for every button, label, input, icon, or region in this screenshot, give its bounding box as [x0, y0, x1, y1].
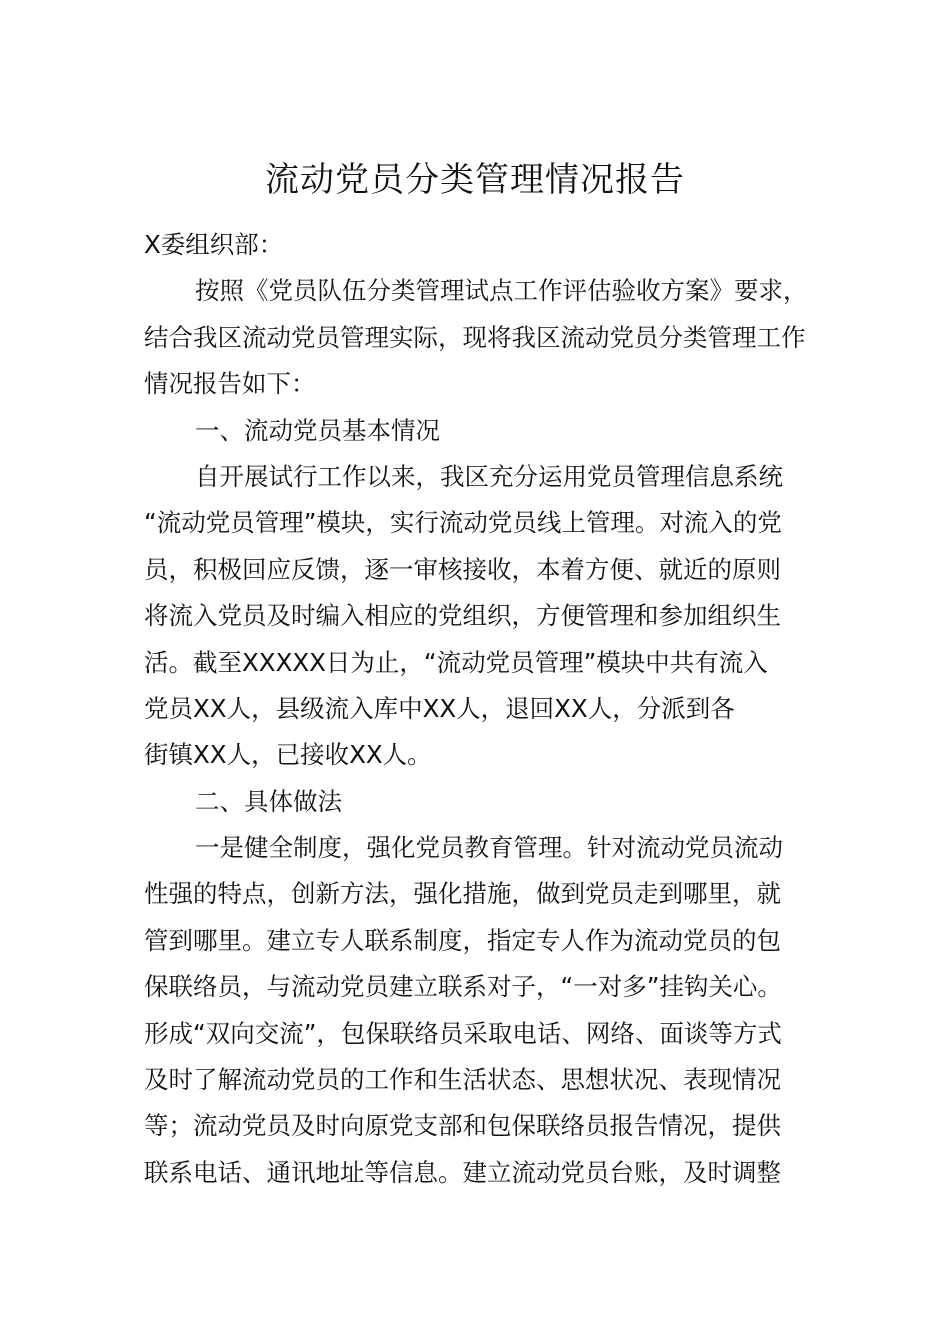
section-heading: 一、流动党员基本情况: [195, 415, 440, 445]
paragraph-line: 党员XX人，县级流入库中XX人，退回XX人，分派到各: [144, 693, 735, 723]
paragraph-line: 联系电话、通讯地址等信息。建立流动党员台账，及时调整: [144, 1157, 781, 1187]
paragraph-line: 街镇XX人，已接收XX人。: [144, 740, 432, 770]
paragraph-line: 情况报告如下：: [144, 369, 316, 399]
paragraph-line: 活。截至XXXXX日为止，“流动党员管理”模块中共有流入: [144, 647, 768, 677]
paragraph-line: “流动党员管理”模块，实行流动党员线上管理。对流入的党: [144, 508, 782, 538]
paragraph-line: 结合我区流动党员管理实际，现将我区流动党员分类管理工作: [144, 322, 806, 352]
document-body: [144, 222, 808, 1196]
paragraph-line: 员，积极回应反馈，逐一审核接收，本着方便、就近的原则: [144, 554, 781, 584]
paragraph-line: 自开展试行工作以来，我区充分运用党员管理信息系统: [195, 461, 783, 491]
paragraph-line: 及时了解流动党员的工作和生活状态、思想状况、表现情况: [144, 1065, 781, 1095]
section-heading: 二、具体做法: [195, 786, 342, 816]
paragraph-line: 形成“双向交流”，包保联络员采取电话、网络、面谈等方式: [144, 1018, 782, 1048]
salutation: X委组织部：: [144, 230, 284, 259]
paragraph-line: 保联络员，与流动党员建立联系对子，“一对多”挂钩关心。: [144, 972, 782, 1002]
paragraph-line: 按照《党员队伍分类管理试点工作评估验收方案》要求，: [195, 276, 808, 306]
paragraph-line: 一是健全制度，强化党员教育管理。针对流动党员流动: [195, 833, 783, 863]
paragraph-line: 性强的特点，创新方法，强化措施，做到党员走到哪里，就: [144, 879, 781, 909]
paragraph-line: 将流入党员及时编入相应的党组织，方便管理和参加组织生: [144, 601, 781, 631]
paragraph-line: 等；流动党员及时向原党支部和包保联络员报告情况，提供: [144, 1111, 781, 1141]
document-title: 流动党员分类管理情况报告: [265, 160, 685, 200]
paragraph-line: 管到哪里。建立专人联系制度，指定专人作为流动党员的包: [144, 925, 781, 955]
